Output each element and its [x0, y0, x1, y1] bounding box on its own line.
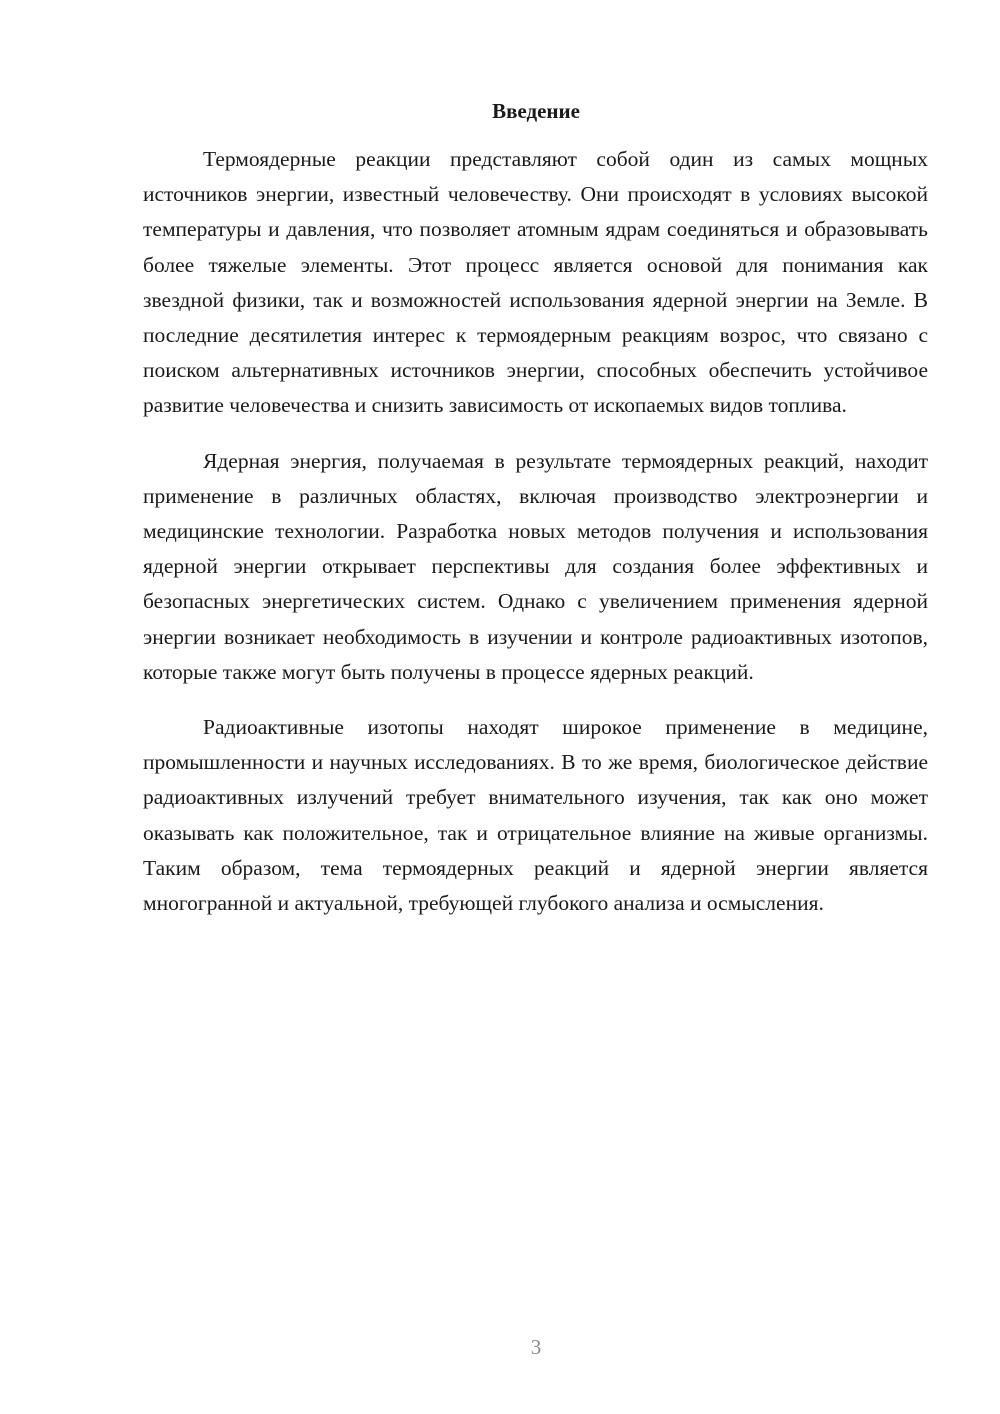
page-number: 3: [530, 1335, 542, 1359]
paragraph-radioactive-isotopes: Радиоактивные изотопы находят широкое применение в медицине, промышленности и научных исследованиях. В то же время, биологическое действие радиоактивных излучений требует внимательного изучения, так как оно может оказывать как положительное, так и отрицательное влияние на живые организмы. Таким образом, тема термоядерных реакций и ядерной энергии является многогранной и актуальной, требующей глубокого анализа и осмысления.: [143, 715, 928, 916]
section-title: Введение: [492, 99, 580, 123]
paragraph-nuclear-energy: Ядерная энергия, получаемая в результате термоядерных реакций, находит применение в различных областях, включая производство электроэнергии и медицинские технологии. Разработка новых методов получения и использования ядерной энергии открывает перспективы для создания более эффективных и безопасных энергетических систем. Однако с увеличением применения ядерной энергии возникает необходимость в изучении и контроле радиоактивных изотопов, которые также могут быть получены в процессе ядерных реакций.: [143, 448, 928, 684]
paragraph-thermonuclear-reactions: Термоядерные реакции представляют собой один из самых мощных источников энергии, известный человечеству. Они происходят в условиях высокой температуры и давления, что позволяет атомным ядрам соединяться и образовывать более тяжелые элементы. Этот процесс является основой для понимания как звездной физики, так и возможностей использования ядерной энергии на Земле. В последние десятилетия интерес к термоядерным реакциям возрос, что связано с поиском альтернативных источников энергии, способных обеспечить устойчивое развитие человечества и снизить зависимость от ископаемых видов топлива.: [143, 147, 928, 418]
body-text: [143, 142, 928, 941]
